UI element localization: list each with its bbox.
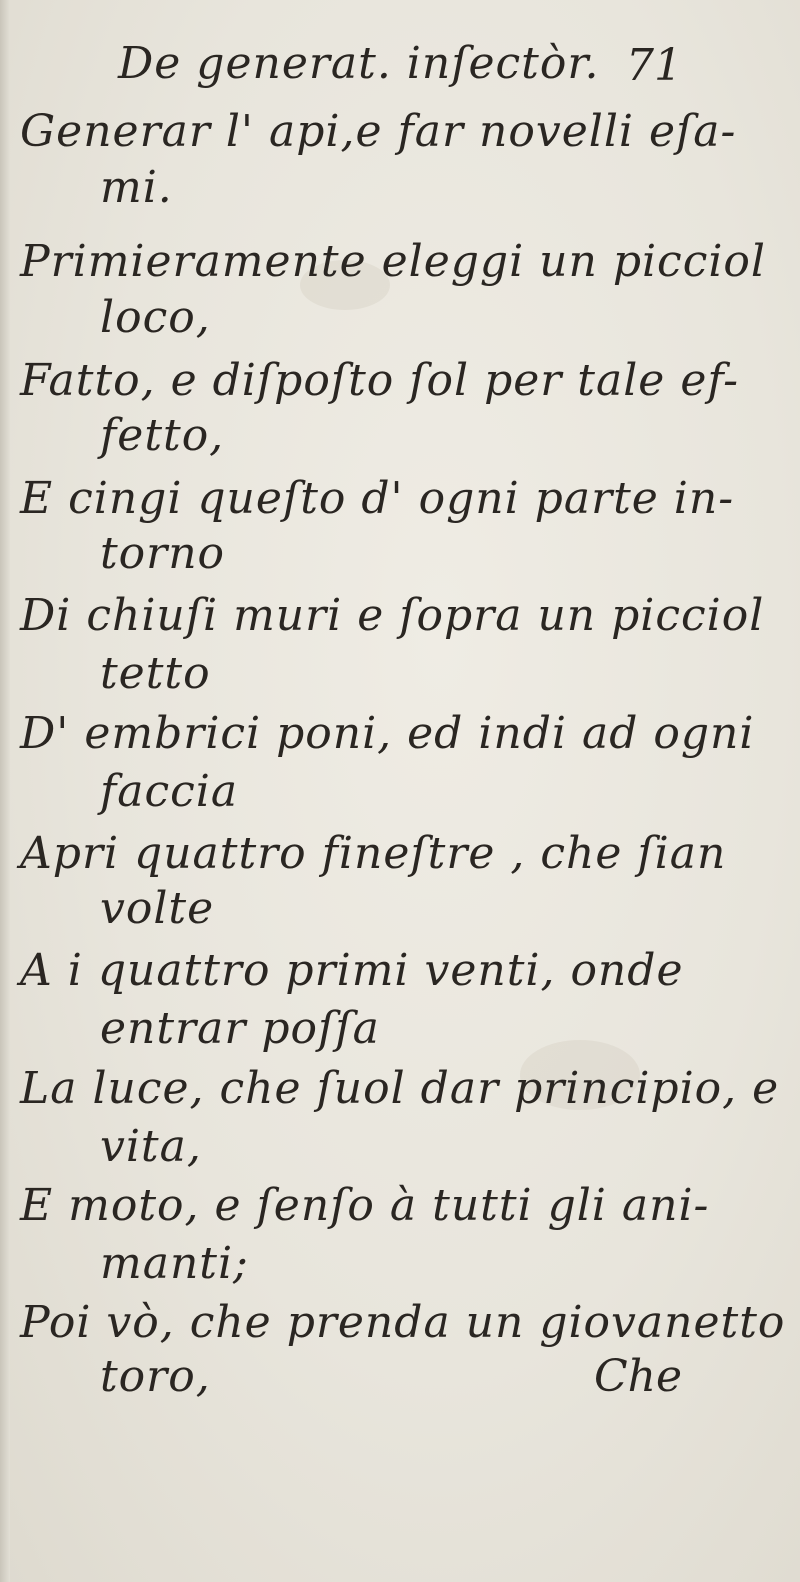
running-head: De generat. inſectòr. bbox=[118, 38, 600, 89]
verse-line-continuation: mi. bbox=[100, 162, 173, 213]
verse-line-continuation: entrar poſſa bbox=[100, 1003, 380, 1054]
verse-line: E moto, e ſenſo à tutti gli ani- bbox=[20, 1180, 710, 1231]
verse-line-continuation: fetto, bbox=[100, 410, 225, 461]
verse-line: Primieramente eleggi un picciol bbox=[20, 236, 766, 287]
verse-line: Generar l' api,e far novelli eſa- bbox=[20, 106, 737, 157]
verse-line: Di chiuſi muri e ſopra un picciol bbox=[20, 590, 765, 641]
page-number: 71 bbox=[626, 40, 682, 91]
verse-line-continuation: faccia bbox=[100, 766, 239, 817]
verse-line-continuation: loco, bbox=[100, 292, 211, 343]
catchword: Che bbox=[594, 1351, 683, 1402]
page-header bbox=[0, 38, 800, 98]
verse-line: E cingi queſto d' ogni parte in- bbox=[20, 473, 735, 524]
verse-line-continuation: torno bbox=[100, 528, 226, 579]
verse-line-continuation: volte bbox=[100, 883, 215, 934]
verse-line-continuation: vita, bbox=[100, 1121, 202, 1172]
verse-line-continuation: manti; bbox=[100, 1238, 249, 1289]
verse-line: Fatto, e diſpoſto ſol per tale ef- bbox=[20, 355, 739, 406]
verse-line: Apri quattro fineſtre , che ſian bbox=[20, 828, 727, 879]
verse-line: La luce, che ſuol dar principio, e bbox=[20, 1063, 780, 1114]
verse-line-continuation: tetto bbox=[100, 648, 211, 699]
verse-line: Poi vò, che prenda un giovanetto bbox=[20, 1297, 786, 1348]
verse-line: A i quattro primi venti, onde bbox=[20, 945, 684, 996]
page-gutter bbox=[0, 0, 10, 1582]
verse-line: D' embrici poni, ed indi ad ogni bbox=[20, 708, 755, 759]
verse-line-continuation: toro, bbox=[100, 1351, 211, 1402]
